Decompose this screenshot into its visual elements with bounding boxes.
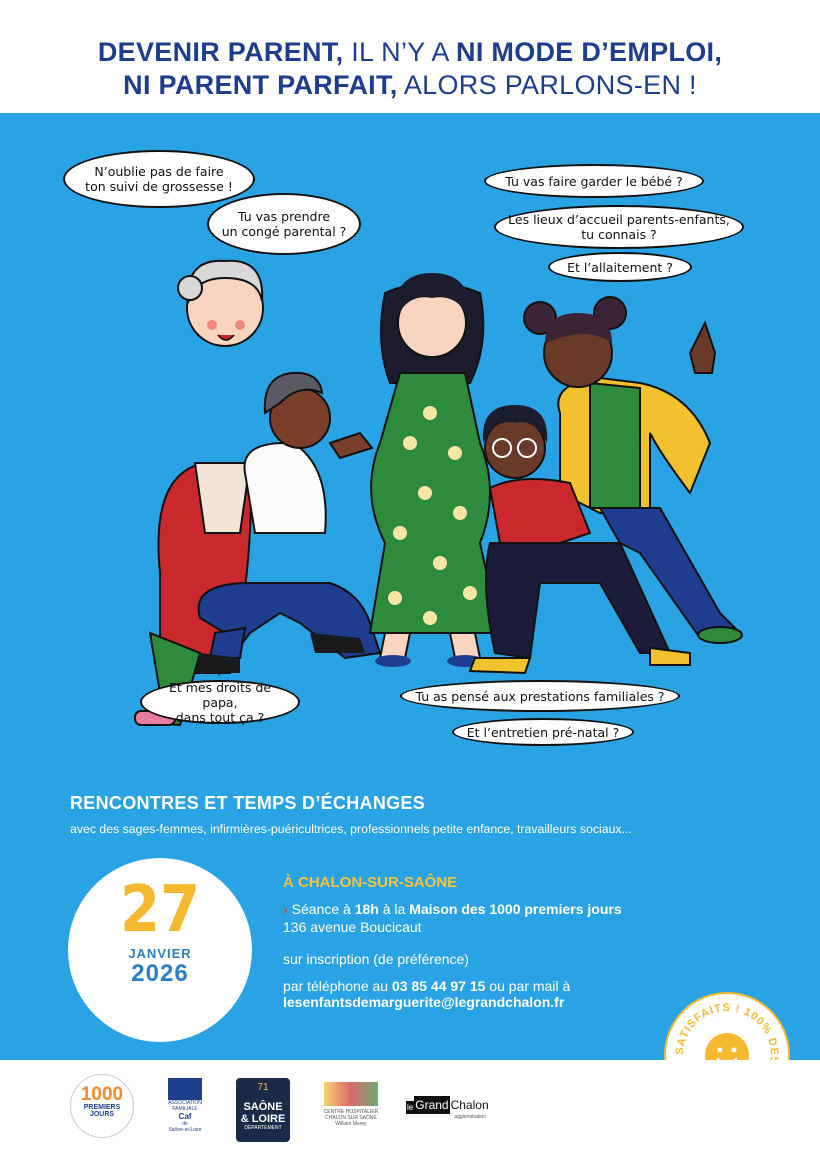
bubble-text: Tu as pensé aux prestations familiales ?	[415, 688, 665, 704]
section-subtitle: avec des sages-femmes, infirmières-puéricultrices, professionnels petite enfance, travailleurs sociaux...	[70, 822, 632, 836]
headline-light-2: ALORS PARLONS-EN !	[403, 70, 697, 100]
bubble-text: Et l’allaitement ?	[567, 259, 673, 275]
event-session	[283, 900, 622, 918]
bubble-text: Tu vas prendre	[237, 209, 331, 224]
arrow-icon: ›	[283, 901, 288, 917]
session-venue: Maison des 1000 premiers jours	[409, 901, 622, 917]
caf-text-e: Saône-et-Loire	[168, 1127, 202, 1133]
ch-text-a: CENTRE HOSPITALIER	[323, 1109, 379, 1115]
speech-bubble-entretien	[452, 718, 634, 746]
headline	[0, 0, 820, 113]
bubble-text: un congé parental ?	[221, 224, 347, 239]
event-signup: sur inscription (de préférence)	[283, 951, 469, 967]
gc-sub: agglomération	[454, 1114, 486, 1120]
event-address: 136 avenue Boucicaut	[283, 919, 422, 935]
headline-bold-2: NI MODE D’EMPLOI,	[456, 37, 723, 67]
partner-logos	[0, 1060, 820, 1159]
logo-saone-et-loire	[236, 1078, 290, 1142]
session-prefix: Séance à	[291, 901, 355, 917]
caf-text-d: de	[182, 1121, 188, 1127]
pregnant-woman-figure	[370, 273, 500, 667]
session-mid: à la	[378, 901, 410, 917]
gc-chalon: Chalon	[450, 1098, 489, 1112]
sl-text-b: & LOIRE	[240, 1113, 286, 1125]
bubble-text: dans tout ça ?	[175, 709, 265, 725]
ch-text-c: William Morey	[335, 1121, 367, 1127]
speech-bubble-suivi	[63, 150, 255, 208]
bubble-text: Tu vas faire garder le bébé ?	[505, 173, 683, 189]
caf-text-c: Caf	[178, 1112, 192, 1121]
headline-line-2	[0, 69, 820, 102]
phone-number[interactable]: 03 85 44 97 15	[391, 978, 486, 994]
bubble-text: Et l’entretien pré-natal ?	[466, 724, 620, 740]
date-year: 2026	[131, 960, 189, 987]
phone-prefix: par téléphone au	[283, 978, 392, 994]
gc-le: le	[407, 1103, 414, 1112]
headline-bold-3: NI PARENT PARFAIT,	[123, 70, 398, 100]
logo-1000-text-a: PREMIERS	[83, 1104, 121, 1111]
gc-grand: Grand	[415, 1098, 449, 1112]
caf-emblem-icon	[168, 1078, 202, 1100]
bubble-text: Et mes droits de papa,	[168, 679, 272, 710]
speech-bubble-prestations	[400, 680, 680, 712]
hospital-building-icon	[324, 1082, 378, 1106]
caf-text-a: ASSOCIATION	[168, 1100, 202, 1106]
date-month: JANVIER	[128, 946, 192, 961]
headline-line-1	[0, 36, 820, 69]
badge-text: SATISFAITS ! 100% DE	[673, 1001, 781, 1057]
logo-1000-number: 1000	[80, 1084, 124, 1105]
bubble-text: Les lieux d’accueil parents-enfants,	[508, 212, 730, 227]
sl-text-a: SAÔNE	[243, 1101, 283, 1113]
speech-bubble-lieux	[494, 205, 744, 249]
headline-bold-1: DEVENIR PARENT,	[97, 37, 344, 67]
event-email[interactable]: lesenfantsdemarguerite@legrandchalon.fr	[283, 994, 565, 1010]
grandmother-figure	[135, 261, 263, 725]
logo-caf	[163, 1078, 207, 1136]
bubble-text: N’oublie pas de faire	[94, 164, 224, 179]
caf-text-b: FAMILIALE	[172, 1106, 198, 1112]
sl-number: 71	[257, 1082, 269, 1093]
date-circle	[68, 858, 252, 1042]
logo-grand-chalon	[406, 1096, 489, 1124]
sl-text-c: DÉPARTEMENT	[244, 1125, 282, 1131]
session-time: 18h	[354, 901, 379, 917]
speech-bubble-conge	[207, 193, 361, 255]
headline-light-1: IL N’Y A	[351, 37, 449, 67]
speech-bubble-droits	[140, 680, 300, 724]
section-title: RENCONTRES ET TEMPS D’ÉCHANGES	[70, 793, 426, 813]
logo-1000-premiers-jours	[70, 1074, 134, 1138]
logo-centre-hospitalier	[322, 1082, 380, 1132]
grand-chalon-wordmark	[406, 1096, 489, 1114]
bubble-text: tu connais ?	[581, 227, 657, 242]
event-city: À CHALON-SUR-SAÔNE	[283, 874, 458, 891]
logo-1000-text-b: JOURS	[89, 1111, 115, 1118]
date-day: 27	[119, 873, 201, 947]
phone-suffix: ou par mail à	[485, 978, 571, 994]
speech-bubble-garder	[484, 164, 704, 198]
speech-bubble-allaitement	[548, 252, 692, 282]
bubble-text: ton suivi de grossesse !	[85, 179, 233, 194]
ch-text-b: CHALON SUR SAÔNE	[325, 1115, 377, 1121]
